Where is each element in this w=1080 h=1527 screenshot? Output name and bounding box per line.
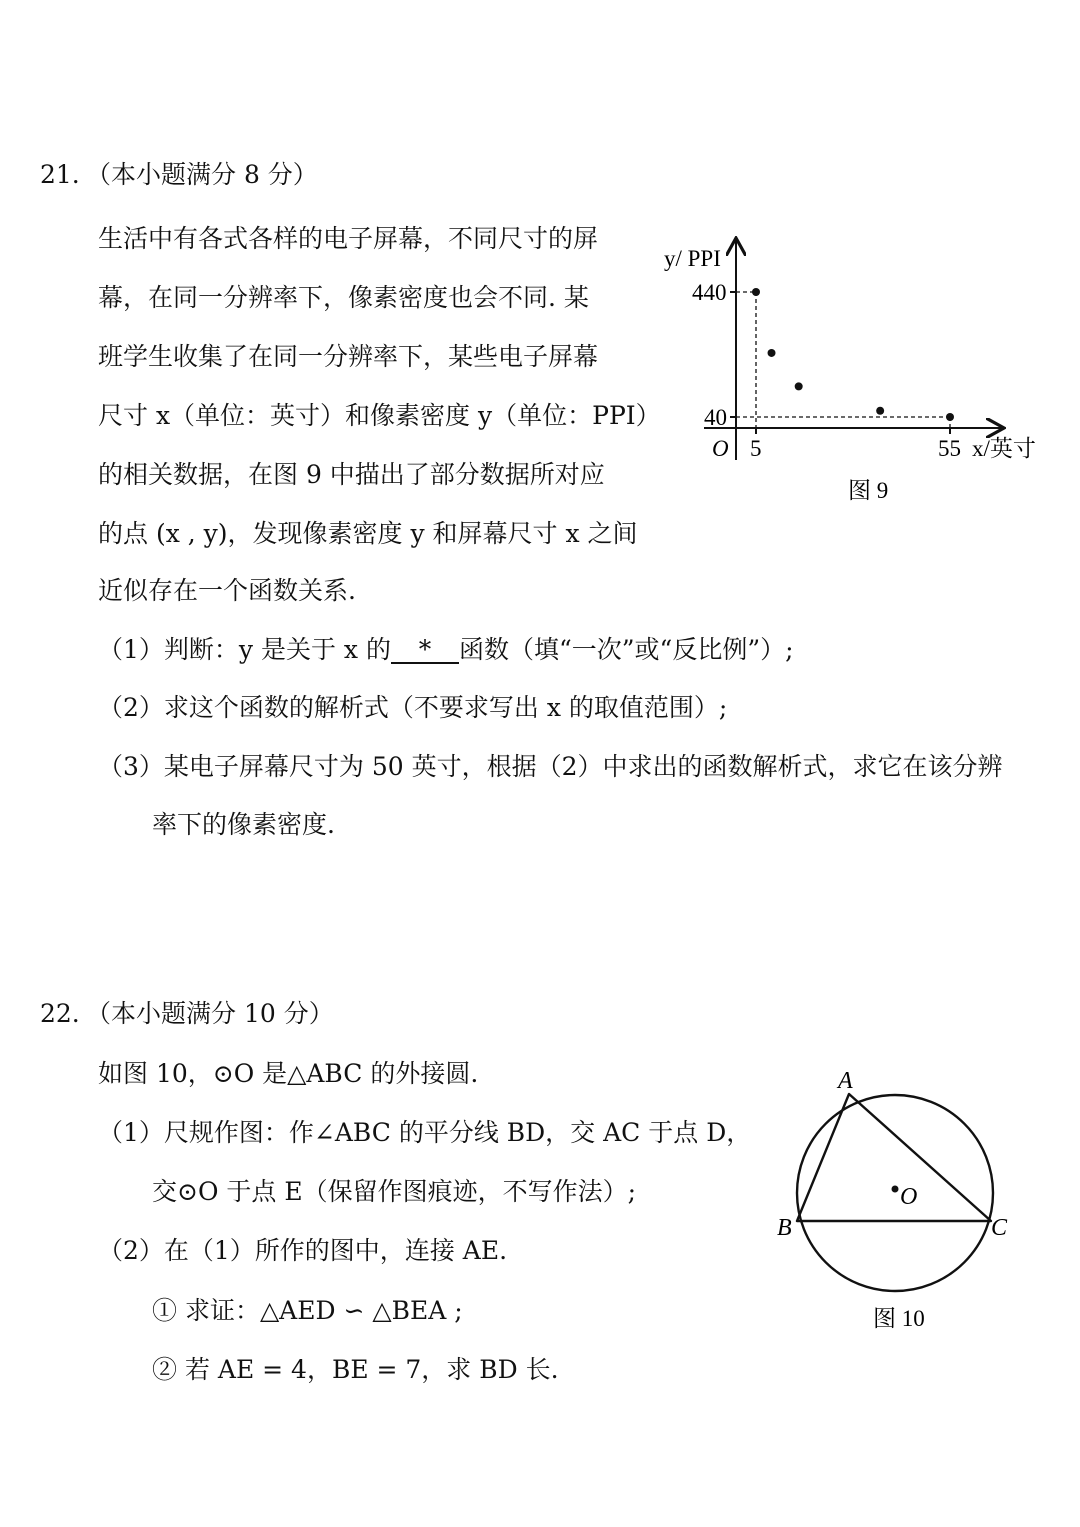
label-c: C xyxy=(991,1215,1008,1241)
data-point xyxy=(876,407,884,415)
origin-label: O xyxy=(712,436,729,461)
q22-part2-sub1: ① 求证：△AED ∽ △BEA ; xyxy=(152,1296,463,1325)
y-tick-label-440: 440 xyxy=(692,280,727,305)
q21-intro-line: 的点 (x , y)，发现像素密度 y 和屏幕尺寸 x 之间 xyxy=(98,519,638,548)
q22-part1-line1: （1）尺规作图：作∠ABC 的平分线 BD，交 AC 于点 D， xyxy=(98,1118,752,1147)
data-point xyxy=(768,349,776,357)
q21-part2: （2）求这个函数的解析式（不要求写出 x 的取值范围）; xyxy=(98,693,728,722)
q21-intro-line: 尺寸 x（单位：英寸）和像素密度 y（单位：PPI） xyxy=(98,401,661,430)
data-point xyxy=(752,288,760,296)
y-tick-label-40: 40 xyxy=(704,405,727,430)
circumcircle xyxy=(797,1095,993,1291)
q21-number: 21. xyxy=(40,160,80,189)
figure9-ticks xyxy=(730,292,950,434)
q21-intro-line: 近似存在一个函数关系. xyxy=(98,576,356,605)
label-o: O xyxy=(900,1184,918,1210)
q21-intro-line: 的相关数据，在图 9 中描出了部分数据所对应 xyxy=(98,460,605,489)
q22-part2-sub2: ② 若 AE = 4，BE = 7，求 BD 长. xyxy=(152,1355,559,1384)
figure10-caption: 图 10 xyxy=(873,1306,925,1331)
label-b: B xyxy=(777,1215,792,1241)
x-tick-label-55: 55 xyxy=(938,436,961,461)
q21-part3-line2: 率下的像素密度. xyxy=(152,810,335,839)
q22-number: 22. xyxy=(40,999,80,1028)
x-tick-label-5: 5 xyxy=(750,436,762,461)
triangle-abc xyxy=(797,1094,991,1221)
q21-part1-text-after: 函数（填“一次”或“反比例”）; xyxy=(458,635,794,664)
y-axis-label: y/ PPI xyxy=(664,246,721,271)
label-a: A xyxy=(838,1068,853,1094)
q21-part3-line1: （3）某电子屏幕尺寸为 50 英寸，根据（2）中求出的函数解析式，求它在该分辨 xyxy=(98,752,1003,781)
figure10-diagram xyxy=(760,1060,1040,1350)
figure9-guides xyxy=(736,292,950,428)
q22-part1-line2: 交⊙O 于点 E（保留作图痕迹，不写作法）; xyxy=(152,1177,637,1206)
figure9-chart xyxy=(650,220,1050,520)
q21-intro-line: 生活中有各式各样的电子屏幕，不同尺寸的屏 xyxy=(98,224,599,253)
figure9-points xyxy=(752,288,954,421)
q22-intro: 如图 10，⊙O 是△ABC 的外接圆. xyxy=(98,1059,479,1088)
x-axis-label: x/英寸 xyxy=(972,436,1036,461)
figure9-caption: 图 9 xyxy=(848,478,889,503)
center-point-o xyxy=(892,1186,899,1193)
q21-part1 xyxy=(98,633,794,667)
q22-score: （本小题满分 10 分） xyxy=(86,999,334,1028)
q21-answer-blank[interactable]: * xyxy=(391,638,459,664)
q21-part1-text: （1）判断：y 是关于 x 的 xyxy=(98,635,391,664)
q21-score: （本小题满分 8 分） xyxy=(86,160,318,189)
q21-intro-line: 幕，在同一分辨率下，像素密度也会不同. 某 xyxy=(98,283,589,312)
q21-intro-line: 班学生收集了在同一分辨率下，某些电子屏幕 xyxy=(98,342,599,371)
data-point xyxy=(795,382,803,390)
data-point xyxy=(946,413,954,421)
q22-part2: （2）在（1）所作的图中，连接 AE. xyxy=(98,1236,508,1265)
